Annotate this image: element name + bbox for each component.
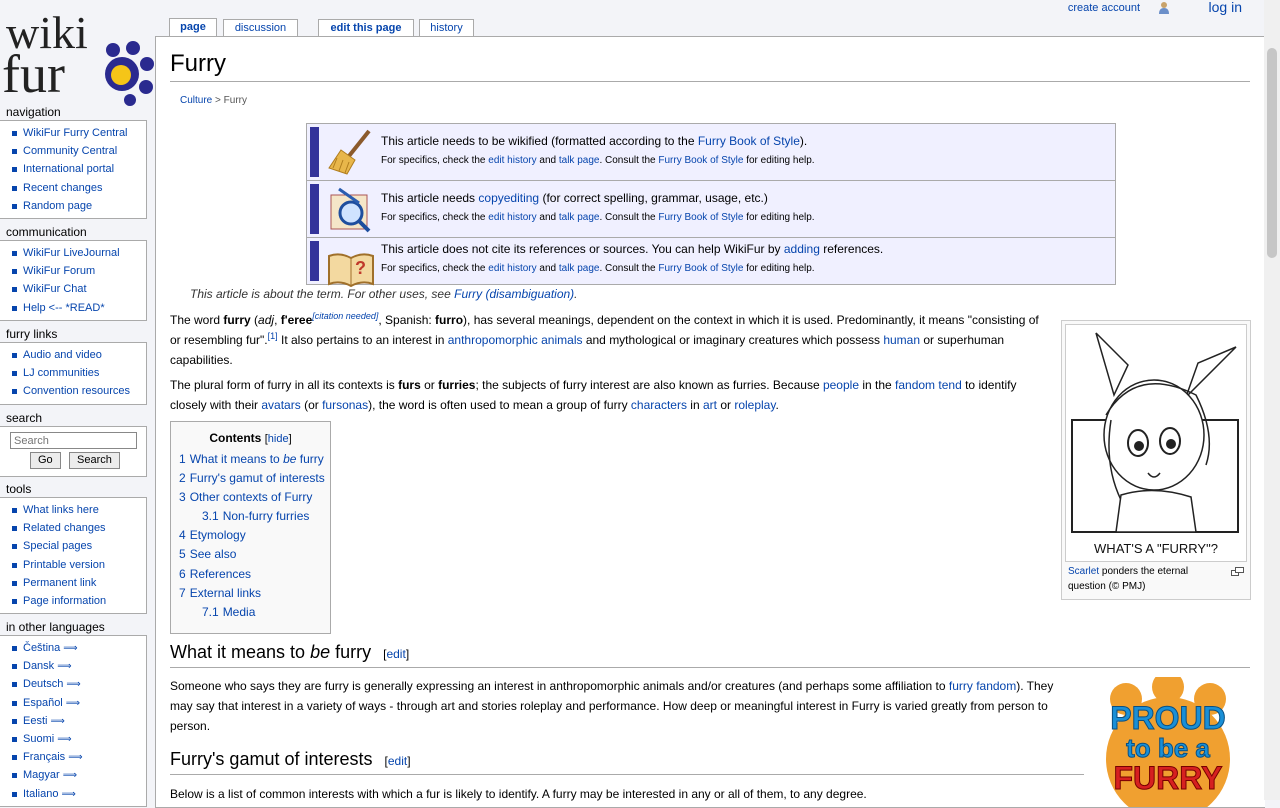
toc-item[interactable]: 3.1 Non-furry furries bbox=[202, 509, 310, 524]
table-of-contents: Contents [hide] 1 What it means to be furry 2 Furry's gamut of interests 3 Other contexts of Furry 3.1 Non-furry furries 4 Etymology 5 See also 6 References 7 External links 7.1 Media bbox=[170, 421, 331, 634]
fandom-link[interactable]: fandom bbox=[895, 378, 936, 392]
copyediting-link[interactable]: copyediting bbox=[478, 191, 540, 205]
talk-page-link[interactable]: talk page bbox=[558, 155, 600, 166]
tab-page[interactable]: page bbox=[169, 18, 217, 38]
furry-link-lj-communities[interactable]: LJ communities bbox=[10, 364, 146, 382]
thumbnail-caption: Scarlet ponders the eternal question (© PMJ) bbox=[1068, 566, 1189, 592]
scrollbar-thumb[interactable] bbox=[1267, 48, 1277, 258]
tab-edit-this-page[interactable]: edit this page bbox=[318, 19, 414, 37]
magnifier-pen-icon bbox=[325, 185, 377, 233]
lang-item-francais[interactable]: Français ⟹ bbox=[10, 748, 146, 766]
nav-item-recent-changes[interactable]: Recent changes bbox=[10, 179, 146, 197]
portlet-search bbox=[0, 410, 147, 477]
tend-link[interactable]: tend bbox=[938, 378, 962, 392]
toc-item[interactable]: 4 Etymology bbox=[179, 528, 246, 543]
log-in-link[interactable]: log in bbox=[1208, 0, 1242, 15]
portlet-title: in other languages bbox=[6, 620, 105, 634]
lang-item-dansk[interactable]: Dansk ⟹ bbox=[10, 657, 146, 675]
vertical-scrollbar[interactable] bbox=[1264, 0, 1280, 800]
illustration-caption-text: WHAT'S A "FURRY"? bbox=[1094, 541, 1218, 556]
human-link[interactable]: human bbox=[883, 333, 921, 347]
lang-item-espanol[interactable]: Español ⟹ bbox=[10, 694, 146, 712]
content-area bbox=[155, 36, 1265, 808]
edit-section-link[interactable]: edit bbox=[386, 647, 406, 661]
badge-line-3: FURRY bbox=[1113, 760, 1223, 796]
svg-text:?: ? bbox=[355, 258, 366, 278]
comm-item-forum[interactable]: WikiFur Forum bbox=[10, 262, 146, 280]
tool-what-links-here[interactable]: What links here bbox=[10, 501, 146, 519]
reference-1-link[interactable]: [1] bbox=[267, 331, 278, 341]
nav-item-international-portal[interactable]: International portal bbox=[10, 160, 146, 178]
fbos-link[interactable]: Furry Book of Style bbox=[658, 212, 744, 223]
portlet-tools bbox=[0, 481, 147, 614]
nav-item-wikifur-furry-central[interactable]: WikiFur Furry Central bbox=[10, 124, 146, 142]
logo-text-bottom: fur bbox=[2, 44, 65, 104]
scarlet-illustration[interactable] bbox=[1065, 324, 1247, 562]
tool-page-information[interactable]: Page information bbox=[10, 592, 146, 610]
edit-history-link[interactable]: edit history bbox=[488, 155, 537, 166]
avatars-link[interactable]: avatars bbox=[261, 398, 301, 412]
toc-item[interactable]: 6 References bbox=[179, 566, 252, 581]
comm-item-help[interactable]: Help <-- *READ* bbox=[10, 299, 146, 317]
intro-paragraph-1: The word furry (adj, f'eree[citation needed], Spanish: furro), has several meanings, dependent on the context in which it is used. Predominantly, it means "consisting of or resembling fur".[1] It also pertains to an interest in anthropomorphic animals and mythological or imaginary creatures which possess human or superhuman capabilities. bbox=[170, 311, 1039, 367]
tab-discussion[interactable]: discussion bbox=[223, 19, 298, 37]
search-input[interactable] bbox=[10, 432, 137, 449]
enlarge-icon[interactable] bbox=[1231, 567, 1244, 576]
toc-item[interactable]: 5 See also bbox=[179, 547, 237, 562]
lang-item-eesti[interactable]: Eesti ⟹ bbox=[10, 712, 146, 730]
tool-related-changes[interactable]: Related changes bbox=[10, 519, 146, 537]
wikifur-logo[interactable] bbox=[0, 0, 156, 106]
toc-hide-link[interactable]: hide bbox=[267, 433, 289, 445]
people-link[interactable]: people bbox=[822, 378, 859, 392]
page-title: Furry bbox=[170, 49, 1250, 82]
lang-item-suomi[interactable]: Suomi ⟹ bbox=[10, 730, 146, 748]
section-heading-gamut: Furry's gamut of interests [edit] bbox=[170, 747, 1084, 775]
comm-item-chat[interactable]: WikiFur Chat bbox=[10, 280, 146, 298]
portlet-title: furry links bbox=[6, 327, 58, 341]
toc-item[interactable]: 1 What it means to be furry bbox=[179, 452, 324, 466]
portlet-furry-links bbox=[0, 326, 147, 405]
badge-line-2: to be a bbox=[1126, 733, 1210, 763]
furry-fandom-link[interactable]: furry fandom bbox=[948, 679, 1017, 693]
edit-section-link[interactable]: edit bbox=[387, 754, 408, 768]
tab-history[interactable]: history bbox=[419, 19, 474, 37]
portlet-title: communication bbox=[6, 225, 87, 239]
furry-link-convention-resources[interactable]: Convention resources bbox=[10, 382, 146, 400]
portlet-title: search bbox=[6, 411, 43, 425]
fbos-link[interactable]: Furry Book of Style bbox=[658, 155, 744, 166]
breadcrumb-culture-link[interactable]: Culture bbox=[180, 95, 213, 106]
anthropomorphic-animals-link[interactable]: anthropomorphic animals bbox=[447, 333, 583, 347]
toc-title: Contents bbox=[209, 431, 262, 445]
breadcrumb-current: Furry bbox=[223, 95, 247, 106]
adding-link[interactable]: adding bbox=[783, 242, 820, 256]
citation-needed-link[interactable]: [citation needed] bbox=[312, 311, 379, 321]
talk-page-link[interactable]: talk page bbox=[558, 212, 600, 223]
talk-page-link[interactable]: talk page bbox=[558, 263, 600, 274]
nav-item-random-page[interactable]: Random page bbox=[10, 197, 146, 215]
disambiguation-note: This article is about the term. For other uses, see Furry (disambiguation). bbox=[190, 287, 578, 301]
search-button[interactable]: Search bbox=[69, 452, 120, 469]
lang-item-cestina[interactable]: Čeština ⟹ bbox=[10, 639, 146, 657]
user-icon bbox=[1158, 1, 1170, 15]
section-heading-what-it-means: What it means to be furry [edit] bbox=[170, 640, 1250, 668]
intro-paragraph-2: The plural form of furry in all its contexts is furs or furries; the subjects of furry interest are also known as furries. Because people in the fandom tend to identify closely with their avatars (or fursonas), the word is often used to mean a group of furry characters in art or roleplay. bbox=[170, 378, 1017, 412]
roleplay-link[interactable]: roleplay bbox=[734, 398, 776, 412]
broom-icon bbox=[325, 128, 377, 176]
toc-item[interactable]: 2 Furry's gamut of interests bbox=[179, 471, 325, 486]
toc-item[interactable]: 7.1 Media bbox=[202, 604, 256, 619]
edit-history-link[interactable]: edit history bbox=[488, 263, 537, 274]
portlet-languages bbox=[0, 619, 147, 807]
lang-item-magyar[interactable]: Magyar ⟹ bbox=[10, 766, 146, 784]
comm-item-livejournal[interactable]: WikiFur LiveJournal bbox=[10, 244, 146, 262]
section2-paragraph: Below is a list of common interests with which a fur is likely to identify. A furry may be interested in any or all of them, to any degree. bbox=[170, 787, 867, 801]
references-notice: ? This article does not cite its references or sources. You can help WikiFur by adding references. For specifics, check the edit history and talk page. Consult the Furry Book of Style for editing help. bbox=[307, 238, 1115, 284]
furry-book-of-style-link[interactable]: Furry Book of Style bbox=[697, 134, 800, 148]
fursonas-link[interactable]: fursonas bbox=[322, 398, 369, 412]
maintenance-boxes bbox=[306, 123, 1116, 285]
proud-to-be-furry-badge[interactable] bbox=[1096, 677, 1241, 807]
furry-link-audio-video[interactable]: Audio and video bbox=[10, 346, 146, 364]
toc-item[interactable]: 3 Other contexts of Furry bbox=[179, 490, 313, 505]
section1-paragraph: Someone who says they are furry is generally expressing an interest in anthropomorphic animals and/or creatures (and perhaps some affiliation to furry fandom). They may say that interest in a variety of ways - through art and stories roleplay and performance. How deep or meaningful interest in Furry is varied greatly from person to person. bbox=[170, 679, 1054, 733]
characters-link[interactable]: characters bbox=[630, 398, 687, 412]
paw-icon bbox=[105, 41, 154, 106]
book-question-icon bbox=[325, 242, 377, 290]
breadcrumb: Culture > Furry bbox=[180, 95, 247, 106]
fbos-link[interactable]: Furry Book of Style bbox=[658, 263, 744, 274]
wikify-notice: This article needs to be wikified (formatted according to the Furry Book of Style). For specifics, check the edit history and talk page. Consult the Furry Book of Style for editing help. bbox=[307, 124, 1115, 181]
art-link[interactable]: art bbox=[702, 398, 717, 412]
thumbnail-figure bbox=[1061, 320, 1251, 600]
scarlet-link[interactable]: Scarlet bbox=[1068, 566, 1100, 577]
lang-item-italiano[interactable]: Italiano ⟹ bbox=[10, 785, 146, 803]
badge-line-1: PROUD bbox=[1110, 700, 1226, 736]
logo-text-top: wiki bbox=[6, 7, 88, 58]
portlet-communication bbox=[0, 224, 147, 321]
copyedit-notice: This article needs copyediting (for correct spelling, grammar, usage, etc.) For specifics, check the edit history and talk page. Consult the Furry Book of Style for editing help. bbox=[307, 181, 1115, 238]
nav-item-community-central[interactable]: Community Central bbox=[10, 142, 146, 160]
disambiguation-link[interactable]: Furry (disambiguation) bbox=[454, 287, 575, 301]
edit-history-link[interactable]: edit history bbox=[488, 212, 537, 223]
tool-special-pages[interactable]: Special pages bbox=[10, 537, 146, 555]
portlet-navigation bbox=[0, 104, 147, 219]
create-account-link[interactable]: create account bbox=[1067, 2, 1140, 14]
tool-printable-version[interactable]: Printable version bbox=[10, 556, 146, 574]
portlet-title: tools bbox=[6, 482, 32, 496]
tool-permanent-link[interactable]: Permanent link bbox=[10, 574, 146, 592]
lang-item-deutsch[interactable]: Deutsch ⟹ bbox=[10, 675, 146, 693]
toc-item[interactable]: 7 External links bbox=[179, 585, 262, 600]
portlet-title: navigation bbox=[6, 105, 61, 119]
go-button[interactable]: Go bbox=[30, 452, 61, 469]
